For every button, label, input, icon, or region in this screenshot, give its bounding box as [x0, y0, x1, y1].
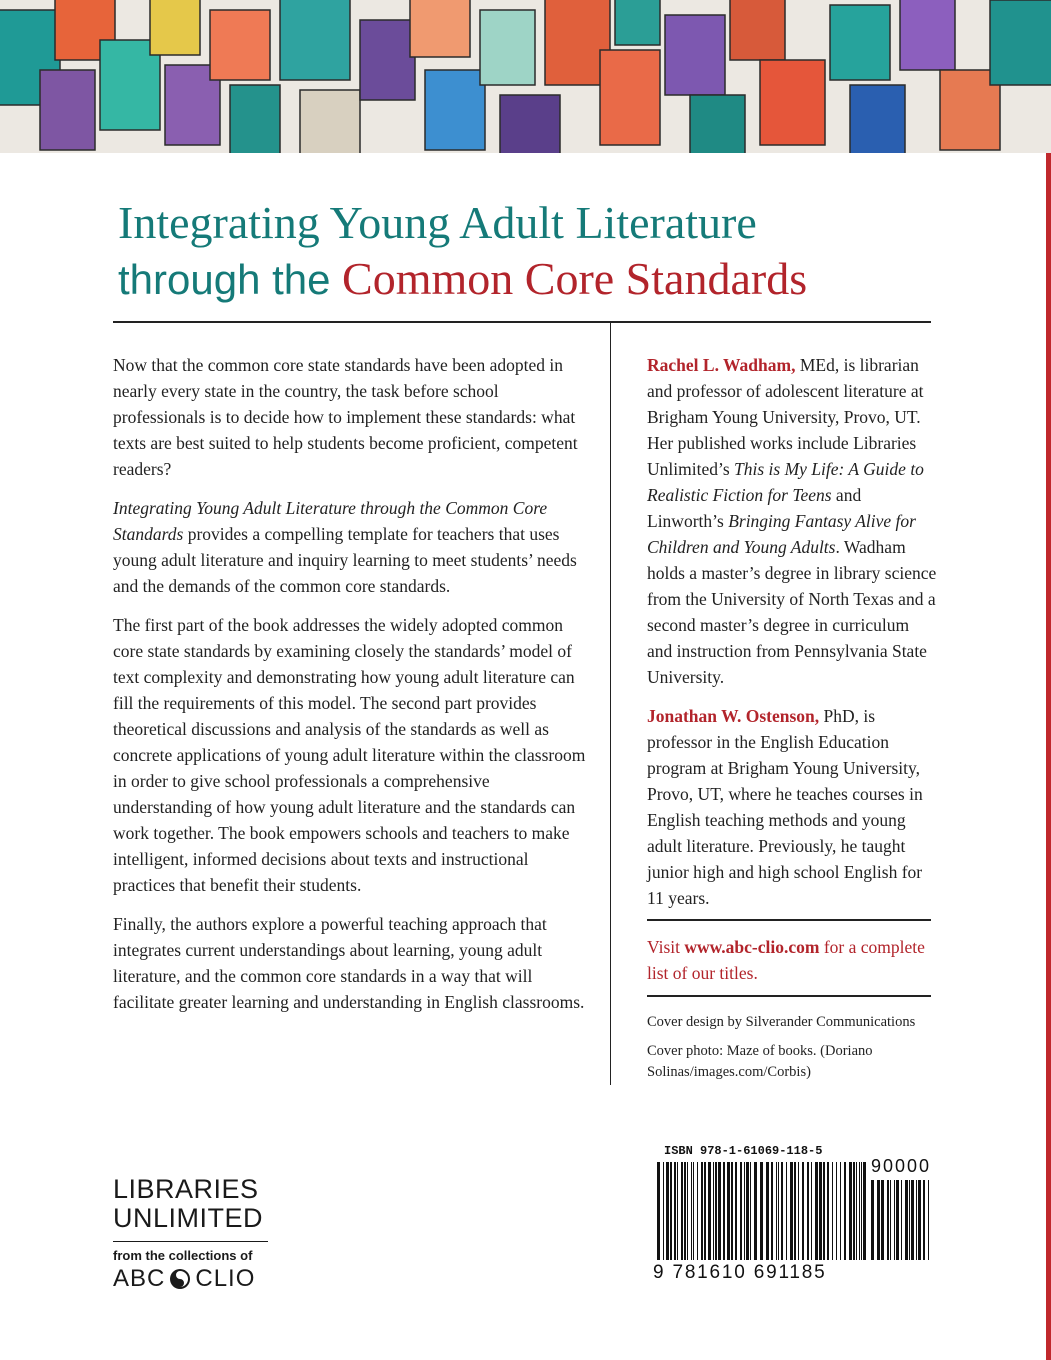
- barcode-bar: [778, 1162, 779, 1260]
- description-p2-text: provides a compelling template for teachers that uses young adult literature and inquiry learning to meet students’ needs and the demands of the common core standards.: [113, 524, 577, 596]
- barcode-bar: [836, 1162, 837, 1260]
- title-rule: [113, 321, 931, 323]
- barcode-bar: [735, 1162, 737, 1260]
- barcode-bar: [697, 1162, 698, 1260]
- barcode-bar: [666, 1162, 669, 1260]
- barcode-bar: [754, 1162, 757, 1260]
- barcode-bar: [896, 1180, 899, 1260]
- barcode-bar: [844, 1162, 846, 1260]
- bio-text: . Wadham holds a master’s degree in library science from the University of North Texas and a second master’s degree in curriculum and instruction from Pennsylvania State University.: [647, 537, 937, 687]
- barcode-bar: [744, 1162, 745, 1260]
- barcode-bar: [704, 1162, 706, 1260]
- barcode-bar: [863, 1162, 866, 1260]
- barcode-bars-addon: [871, 1180, 931, 1260]
- barcode-bar: [871, 1180, 874, 1260]
- barcode-bar: [715, 1162, 717, 1260]
- barcode-bar: [802, 1162, 804, 1260]
- barcode-bars-main: [657, 1162, 867, 1260]
- barcode-bar: [718, 1162, 721, 1260]
- barcode-bar: [881, 1180, 884, 1260]
- barcode-bar: [663, 1162, 664, 1260]
- bio-text: PhD, is professor in the English Education program at Brigham Young University, Provo, UT, where he teaches courses in English teaching methods and young adult literature. Previously, he taught junior high and high school English for 11 years.: [647, 706, 923, 908]
- barcode-bar: [681, 1162, 683, 1260]
- barcode-bar: [887, 1180, 889, 1260]
- cover-credits: [647, 1012, 947, 1091]
- visit-top-rule: [647, 919, 931, 921]
- barcode-bar: [687, 1162, 688, 1260]
- barcode-bar: [771, 1162, 773, 1260]
- barcode-bar: [856, 1162, 857, 1260]
- barcode-bar: [766, 1162, 769, 1260]
- bio-italic-title: Bringing Fantasy Alive for Children and Young Adults: [647, 511, 916, 557]
- logo-clio: CLIO: [195, 1265, 256, 1292]
- barcode-bar: [713, 1162, 714, 1260]
- barcode-bar: [894, 1180, 895, 1260]
- bio-text: MEd, is librarian and professor of adolescent literature at Brigham Young University, Provo, UT. Her published works include Libraries Unlimited’s: [647, 355, 924, 479]
- barcode-bar: [827, 1162, 829, 1260]
- visit-bottom-rule: [647, 995, 931, 997]
- barcode-bar: [840, 1162, 841, 1260]
- barcode-bar: [693, 1162, 694, 1260]
- title-line-2: [118, 252, 807, 305]
- barcode-bar: [901, 1180, 902, 1260]
- description-paragraph-3: The first part of the book addresses the widely adopted common core state standards by examining closely the standards’ model of text complexity and demonstrating how young adult literature can fill the requirements of this model. The second part provides theoretical discussions and analysis of the standards as well as concrete applications of young adult literature within the classroom in order to give school professionals a comprehensive understanding of how young adult literature and the standards can work together. The book empowers schools and teachers to make intelligent, informed decisions about texts and instructional practices that benefit their students.: [113, 615, 586, 895]
- barcode-bar: [786, 1162, 787, 1260]
- barcode-bar: [877, 1180, 880, 1260]
- barcode-bar: [731, 1162, 733, 1260]
- visit-website: [647, 934, 937, 986]
- ean-digits: 9 781610 691185: [653, 1262, 827, 1283]
- barcode-bar: [727, 1162, 730, 1260]
- barcode-bar: [723, 1162, 725, 1260]
- barcode-bar: [832, 1162, 833, 1260]
- barcode-bar: [849, 1162, 852, 1260]
- barcode-bar: [750, 1162, 751, 1260]
- visit-prefix: Visit: [647, 937, 685, 957]
- author-name-ostenson: Jonathan W. Ostenson,: [647, 706, 820, 726]
- barcode-bar: [823, 1162, 825, 1260]
- barcode-bar: [811, 1162, 812, 1260]
- description-paragraph-1: Now that the common core state standards have been adopted in nearly every state in the country, the task before school professionals is to decide how to implement these standards: what texts are best suited to help students become proficient, competent readers?: [113, 355, 578, 479]
- author-name-wadham: Rachel L. Wadham,: [647, 355, 796, 375]
- barcode-bar: [911, 1180, 914, 1260]
- logo-abc: ABC: [113, 1265, 166, 1292]
- barcode-bar: [776, 1162, 777, 1260]
- logo-libraries: LIBRARIES: [113, 1174, 259, 1204]
- visit-suffix: for a complete list of our titles.: [647, 937, 925, 983]
- barcode-bar: [859, 1162, 860, 1260]
- description-paragraph-4: Finally, the authors explore a powerful teaching approach that integrates current understandings about learning, young adult literature, and the common core standards in a way that will facilitate greater learning and understanding in English classrooms.: [113, 914, 585, 1012]
- barcode-bar: [798, 1162, 799, 1260]
- barcode-bar: [853, 1162, 855, 1260]
- barcode-bar: [790, 1162, 793, 1260]
- publisher-logo: [113, 1175, 268, 1293]
- barcode-bar: [928, 1180, 929, 1260]
- isbn-barcode: [649, 1140, 935, 1290]
- barcode-bar: [781, 1162, 783, 1260]
- title-prefix: through the: [118, 256, 331, 303]
- author-bio-ostenson: [647, 703, 937, 911]
- title-red: Common Core Standards: [342, 253, 808, 304]
- logo-unlimited: UNLIMITED: [113, 1203, 264, 1233]
- red-edge-stripe: [1046, 153, 1051, 1360]
- barcode-bar: [760, 1162, 763, 1260]
- logo-from-collections: from the collections of: [113, 1248, 253, 1263]
- barcode-bar: [740, 1162, 742, 1260]
- website-link[interactable]: www.abc-clio.com: [684, 937, 820, 957]
- barcode-bar: [918, 1180, 921, 1260]
- bio-italic-title: This is My Life: A Guide to Realistic Fiction for Teens: [647, 459, 924, 505]
- barcode-bar: [916, 1180, 917, 1260]
- barcode-bar: [861, 1162, 862, 1260]
- barcode-bar: [905, 1180, 908, 1260]
- bio-text: and Linworth’s: [647, 485, 862, 531]
- barcode-bar: [701, 1162, 703, 1260]
- barcode-bar: [677, 1162, 678, 1260]
- logo-abc-clio: [113, 1265, 268, 1293]
- barcode-bar: [684, 1162, 686, 1260]
- barcode-bar: [807, 1162, 809, 1260]
- barcode-bar: [657, 1162, 660, 1260]
- barcode-bar: [815, 1162, 818, 1260]
- column-divider: [610, 322, 611, 1085]
- barcode-bar: [708, 1162, 711, 1260]
- cover-photo-credit: Cover photo: Maze of books. (Doriano Solinas/images.com/Corbis): [647, 1043, 873, 1080]
- barcode-addon-number: 90000: [871, 1156, 932, 1176]
- barcode-bar: [670, 1162, 672, 1260]
- book-description: [113, 352, 593, 1028]
- barcode-bar: [909, 1180, 910, 1260]
- title-line-1: Integrating Young Adult Literature: [118, 197, 757, 248]
- cover-design-credit: Cover design by Silverander Communications: [647, 1014, 916, 1030]
- book-title-italic: Integrating Young Adult Literature through the Common Core Standards: [113, 498, 548, 544]
- barcode-bar: [890, 1180, 891, 1260]
- description-paragraph-2: [113, 495, 593, 599]
- logo-rule: [113, 1241, 268, 1242]
- barcode-bar: [746, 1162, 749, 1260]
- author-bio-wadham: [647, 352, 937, 690]
- author-bios: [647, 352, 937, 924]
- isbn-number: ISBN 978-1-61069-118-5: [664, 1144, 823, 1158]
- barcode-bar: [674, 1162, 676, 1260]
- barcode-bar: [923, 1180, 925, 1260]
- abc-clio-swirl-icon: [169, 1268, 191, 1290]
- barcode-bar: [691, 1162, 692, 1260]
- cover-illustration-books: [0, 0, 1051, 153]
- barcode-bar: [819, 1162, 822, 1260]
- barcode-bar: [794, 1162, 796, 1260]
